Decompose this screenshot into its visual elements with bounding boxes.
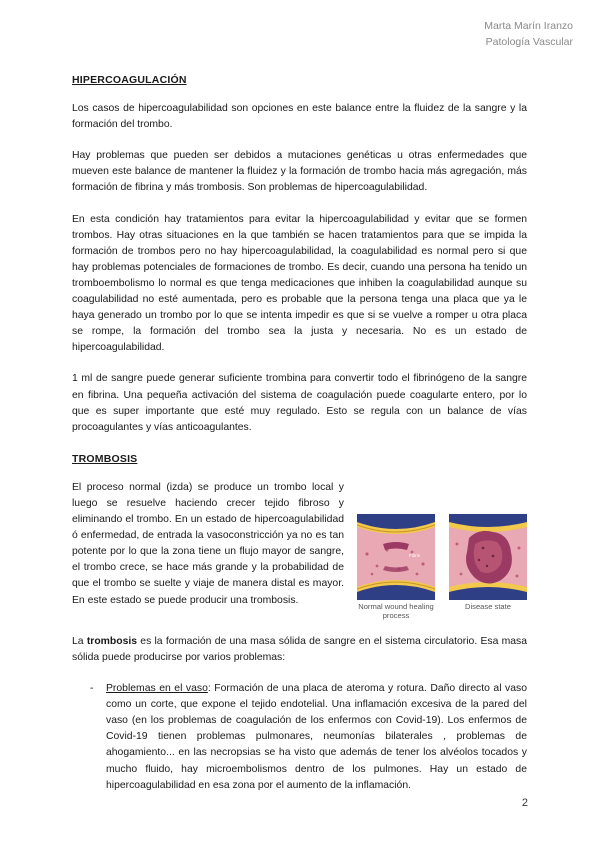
paragraph: En esta condición hay tratamientos para evitar la hipercoagulabilidad y evitar que se formen trombos. Hay otras situaciones en la que también se hacen tratamientos para que se impida la formación de trombos pero no hay hipercoagulabilidad, la coagulabilidad es normal pero si que hay problemas potenciales de formaciones de trombo. Es decir, cuando una persona ha tenido un tromboembolismo lo normal es que tenga medicaciones que inhiben la coagulabilidad aunque su coagulabilidad no esté aumentada, pero es probable que la persona tenga una placa que ya le haya generado un trombo por lo que se intenta impedir es que si se vuelve a romper u otra placa se rompe, la formación del trombo sea la justa y necesaria. No es un estado de hipercoagulabilidad. <box>72 213 527 354</box>
page-content <box>72 72 527 794</box>
section-title-trombosis: TROMBOSIS <box>72 452 138 465</box>
figure-normal-healing <box>357 514 435 620</box>
paragraph: 1 ml de sangre puede generar suficiente trombina para convertir todo el fibrinógeno de la sangre en fibrina. Una pequeña activación del sistema de coagulación puede coagularte entero, por lo que es super importante que esté muy regulado. Esto se regula con un balance de vías procoagulantes y vías anticoagulantes. <box>72 373 527 433</box>
definition-pre: La <box>72 635 87 647</box>
figure-caption-disease: Disease state <box>464 601 511 611</box>
problem-text: : Formación de una placa de ateroma y rotura. Daño directo al vaso como un corte, que expone el tejido endotelial. Una inflamación excesiva de la pared del vaso (en los problemas de coagulación de los enfermos con Covid-19). Los enfermos de Covid-19 tienen problemas pulmonares, neumonías bilaterales , problemas de ahogamiento... en las necropsias se ha visto que además de tener los alvéolos tocados y mucho fluido, hay microembolismos dentro de los pulmones. Hay un estado de hipercoagulabilidad en esa zona por el aumento de la inflamación. <box>106 683 527 791</box>
disease-state-illustration <box>449 514 527 600</box>
figure-caption-normal: Normal wound healing process <box>358 601 434 620</box>
figure-disease-state <box>449 514 527 620</box>
section-title-hipercoagulacion: HIPERCOAGULACIÓN <box>72 74 187 86</box>
term-trombosis: trombosis <box>86 635 138 647</box>
page-header <box>484 18 573 50</box>
list-dash: - <box>90 683 94 695</box>
subject-name: Patología Vascular <box>485 36 573 48</box>
figure-group <box>357 480 527 620</box>
problem-title: Problemas en el vaso <box>106 683 208 695</box>
fibrin-label: Fibrin <box>409 552 421 558</box>
trombosis-definition <box>72 634 527 666</box>
normal-healing-illustration <box>357 514 435 600</box>
paragraph: Los casos de hipercoagulabilidad son opciones en este balance entre la fluidez de la sangre y la formación del trombo. <box>72 103 527 131</box>
author-name: Marta Marín Iranzo <box>484 20 573 32</box>
trombosis-intro-block <box>72 480 527 620</box>
list-item <box>72 681 527 794</box>
trombosis-intro-text: El proceso normal (izda) se produce un trombo local y luego se resuelve haciendo crecer tejido fibroso y eliminando el trombo. En un estado de hipercoagulabilidad ó enfermedad, de entrada la vasoconstricción ya no es tan potente por lo que la zona tiene un flujo mayor de sangre, el trombo crece, se hace más grande y la probabilidad de que el trombo se suelte y viaje de manera distal es mayor. En este estado se puede producir una trombosis. <box>72 481 344 606</box>
problems-list <box>72 681 527 794</box>
definition-post: es la formación de una masa sólida de sangre en el sistema circulatorio. Esa masa sólida puede producirse por varios problemas: <box>72 635 527 663</box>
paragraph: Hay problemas que pueden ser debidos a mutaciones genéticas u otras enfermedades que mueven este balance de mantener la fluidez y la formación de trombo hacia más agregación, más formación de fibrina y más trombosis. Son problemas de hipercoagulabilidad. <box>72 150 527 194</box>
page-number: 2 <box>521 797 528 809</box>
